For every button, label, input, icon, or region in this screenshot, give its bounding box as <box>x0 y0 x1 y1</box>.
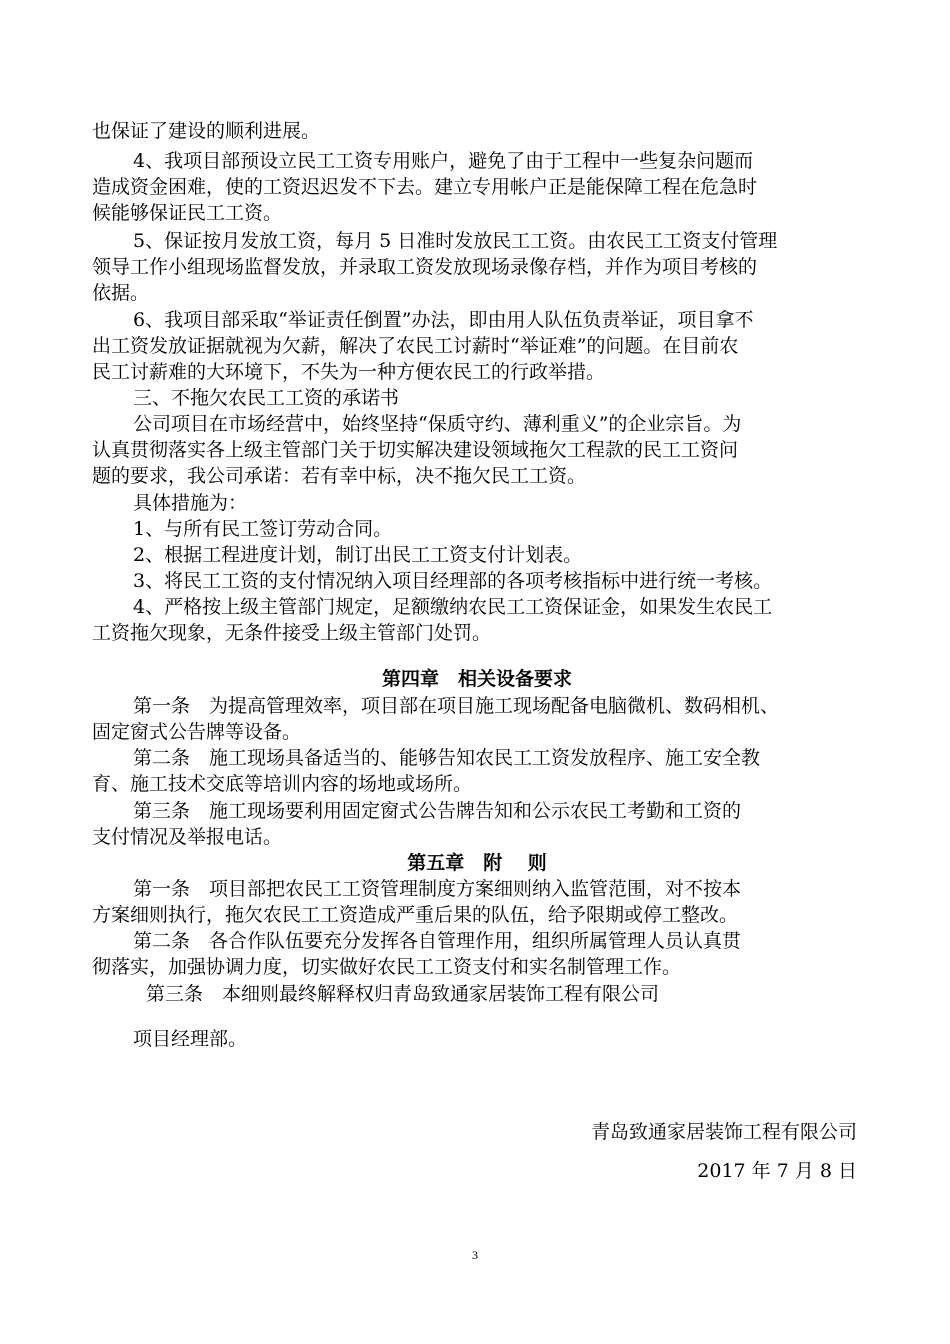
text-line: 造成资金困难，使的工资迟迟发不下去。建立专用帐户正是能保障工程在危急时 <box>92 176 758 198</box>
text-line: 项目经理部。 <box>133 1028 248 1050</box>
date-line: 2017 年 7 月 8 日 <box>697 1160 857 1182</box>
text-line: 固定窗式公告牌等设备。 <box>92 721 302 743</box>
text-line: 候能够保证民工工资。 <box>92 202 283 224</box>
list-item: 3、将民工工资的支付情况纳入项目经理部的各项考核指标中进行统一考核。 <box>133 570 773 592</box>
text-line: 方案细则执行，拖欠农民工工资造成严重后果的队伍，给予限期或停工整改。 <box>92 904 739 926</box>
text-line: 领导工作小组现场监督发放，并录取工资发放现场录像存档，并作为项目考核的 <box>92 256 758 278</box>
text-line: 出工资发放证据就视为欠薪，解决了农民工讨薪时“举证难”的问题。在目前农 <box>92 335 739 357</box>
text-line: 民工讨薪难的大环境下，不失为一种方便农民工的行政举措。 <box>92 361 606 383</box>
article-line: 第一条 为提高管理效率，项目部在项目施工现场配备电脑微机、数码相机、 <box>133 695 780 717</box>
text-line: 认真贯彻落实各上级主管部门关于切实解决建设领域拖欠工程款的民工工资问 <box>92 439 739 461</box>
article-line: 第二条 各合作队伍要充分发挥各自管理作用，组织所属管理人员认真贯 <box>133 930 742 952</box>
chapter-heading: 第四章 相关设备要求 <box>381 668 572 690</box>
list-item: 4、严格按上级主管部门规定，足额缴纳农民工工资保证金，如果发生农民工 <box>133 596 773 618</box>
text-line: 彻落实，加强协调力度，切实做好农民工工资支付和实名制管理工作。 <box>92 956 682 978</box>
text-line: 6、我项目部采取“举证责任倒置”办法，即由用人队伍负责举证，项目拿不 <box>133 309 754 331</box>
text-line: 支付情况及举报电话。 <box>92 826 283 848</box>
text-line: 工资拖欠现象，无条件接受上级主管部门处罚。 <box>92 622 492 644</box>
text-line: 也保证了建设的顺利进展。 <box>92 120 321 142</box>
text-line: 具体措施为： <box>133 492 248 514</box>
text-line: 育、施工技术交底等培训内容的场地或场所。 <box>92 773 473 795</box>
article-line: 第二条 施工现场具备适当的、能够告知农民工工资发放程序、施工安全教 <box>133 747 761 769</box>
text-line: 依据。 <box>92 282 150 304</box>
list-item: 2、根据工程进度计划，制订出民工工资支付计划表。 <box>133 544 583 566</box>
section-heading: 三、不拖欠农民工工资的承诺书 <box>133 387 400 409</box>
article-line: 第三条 本细则最终解释权归青岛致通家居装饰工程有限公司 <box>146 983 660 1005</box>
company-signature: 青岛致通家居装饰工程有限公司 <box>590 1121 857 1143</box>
text-line: 题的要求，我公司承诺：若有幸中标，决不拖欠民工工资。 <box>92 465 587 487</box>
list-item: 1、与所有民工签订劳动合同。 <box>133 518 393 540</box>
article-line: 第一条 项目部把农民工工资管理制度方案细则纳入监管范围，对不按本 <box>133 878 742 900</box>
text-line: 公司项目在市场经营中，始终坚持“保质守约、薄利重义”的企业宗旨。为 <box>133 413 742 435</box>
article-line: 第三条 施工现场要利用固定窗式公告牌告知和公示农民工考勤和工资的 <box>133 800 742 822</box>
text-line: 4、我项目部预设立民工工资专用账户，避免了由于工程中一些复杂问题而 <box>133 150 754 172</box>
page-number: 3 <box>472 1248 478 1262</box>
text-line: 5、保证按月发放工资，每月 5 日准时发放民工工资。由农民工工资支付管理 <box>133 230 778 252</box>
chapter-heading: 第五章 附 则 <box>407 852 547 874</box>
